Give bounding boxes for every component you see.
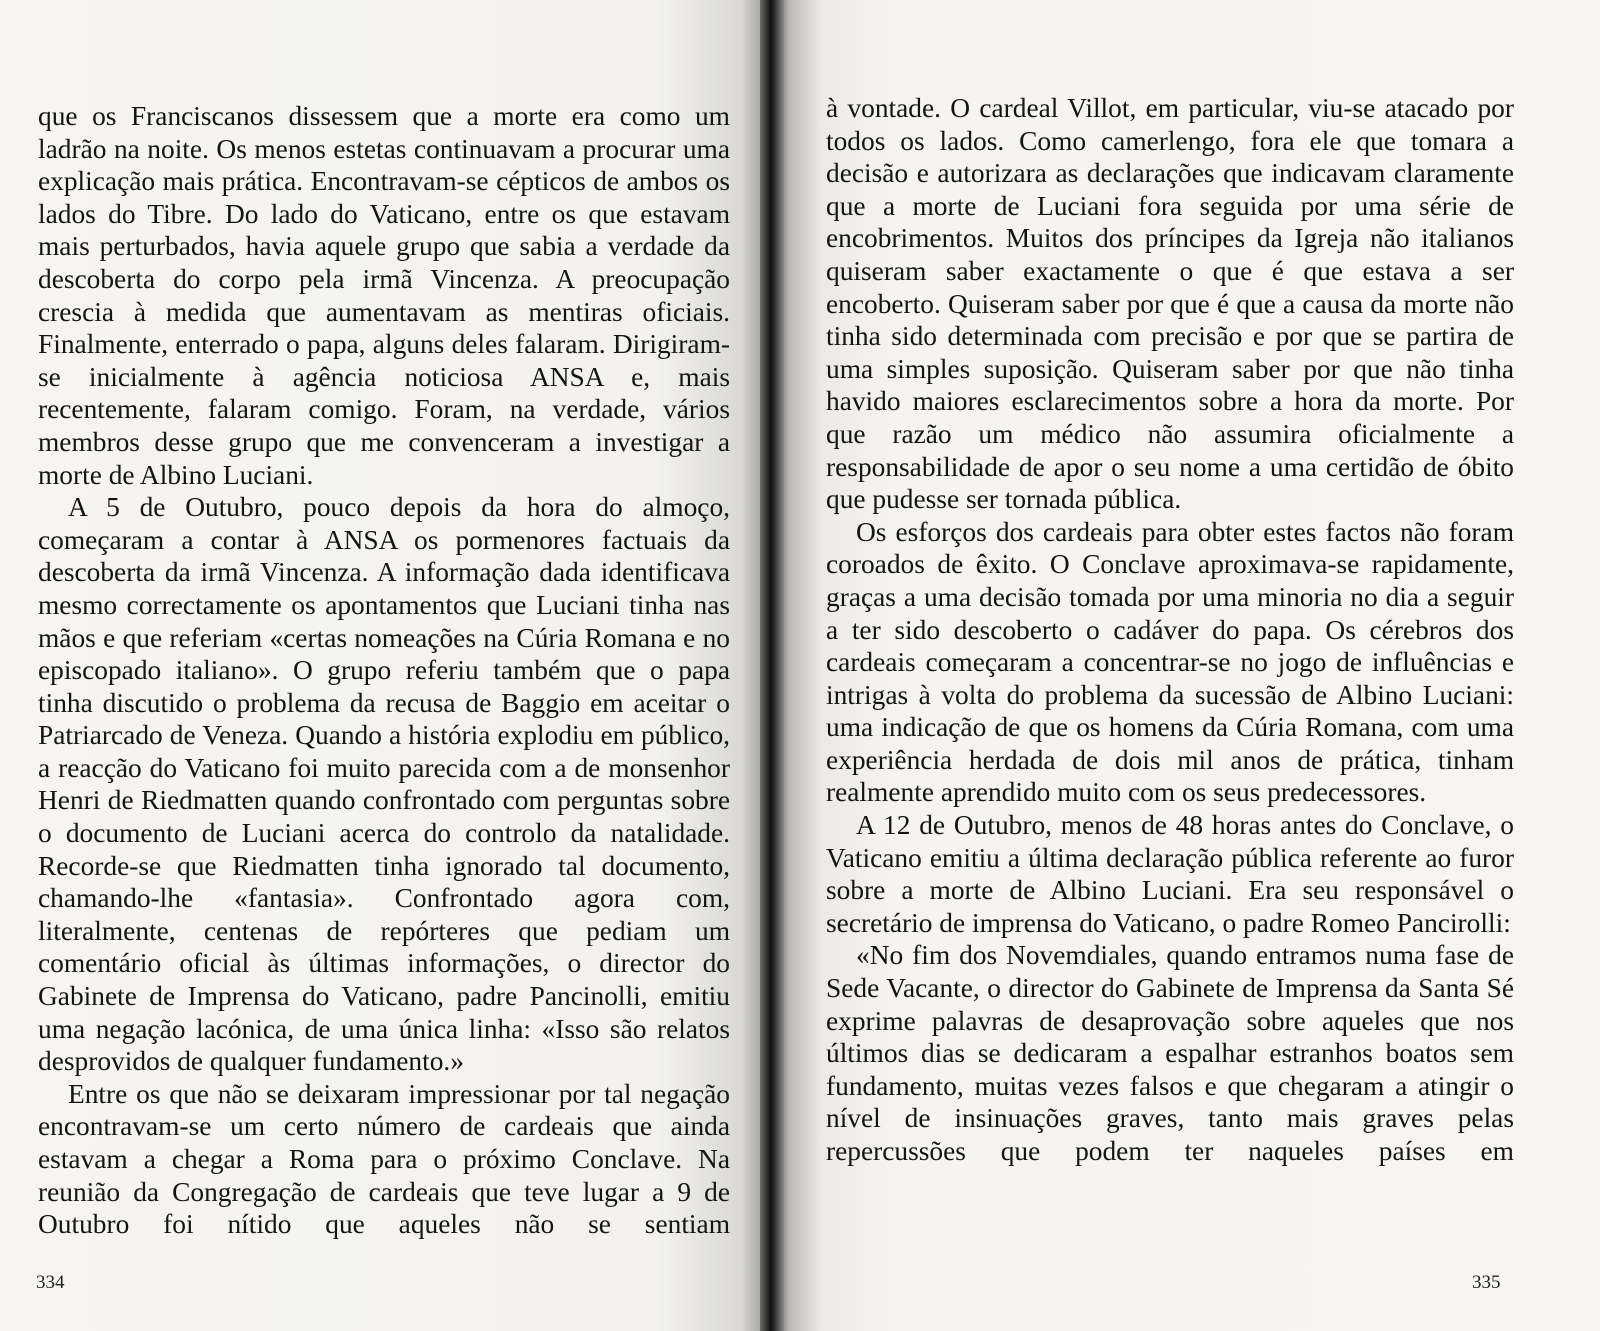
right-page-text: [826, 92, 1514, 1168]
paragraph: A 12 de Outubro, menos de 48 horas antes do Conclave, o Vaticano emitiu a última declaração pública referente ao furor sobre a morte de Albino Luciani. Era seu responsável o secretário de imprensa do Vaticano, o padre Romeo Pancirolli:: [826, 810, 1514, 938]
left-page: [0, 0, 772, 1331]
paragraph: «No fim dos Novemdiales, quando entramos numa fase de Sede Vacante, o director do Gabinete de Imprensa da Santa Sé exprime palavras de desaprovação sobre aqueles que nos últimos dias se dedicaram a espalhar estranhos boatos sem fundamento, muitas vezes falsos e que chegaram a atingir o nível de insinuações graves, tanto mais graves pelas repercussões que podem ter naqueles países em: [826, 940, 1514, 1166]
paragraph: Entre os que não se deixaram impressionar por tal negação encontravam-se um certo número de cardeais que ainda estavam a chegar a Roma para o próximo Conclave. Na reunião da Congregação de cardeais que teve lugar a 9 de Outubro foi nítido que aqueles não se sentiam: [38, 1078, 730, 1240]
page-number: 334: [36, 1272, 65, 1293]
paragraph: A 5 de Outubro, pouco depois da hora do almoço, começaram a contar à ANSA os pormenores factuais da descoberta da irmã Vincenza. A informação dada identificava mesmo correctamente os apontamentos que Luciani tinha nas mãos e que referiam «certas nomeações na Cúria Romana e no episcopado italiano». O grupo referiu também que o papa tinha discutido o problema da recusa de Baggio em aceitar o Patriarcado de Veneza. Quando a história explodiu em público, a reacção do Vaticano foi muito parecida com a de monsenhor Henri de Riedmatten quando confrontado com perguntas sobre o documento de Luciani acerca do controlo da natalidade. Recorde-se que Riedmatten tinha ignorado tal documento, chamando-lhe «fantasia». Confrontado agora com, literalmente, centenas de repórteres que pediam um comentário oficial às últimas informações, o director do Gabinete de Imprensa do Vaticano, padre Pancinolli, emitiu uma negação lacónica, de uma única linha: «Isso são relatos desprovidos de qualquer fundamento.»: [38, 492, 730, 1077]
book-spine: [760, 0, 784, 1331]
left-page-text: [38, 100, 730, 1241]
right-page: [772, 0, 1600, 1331]
paragraph: que os Franciscanos dissessem que a morte era como um ladrão na noite. Os menos estetas continuavam a procurar uma explicação mais prática. Encontravam-se cépticos de ambos os lados do Tibre. Do lado do Vaticano, entre os que estavam mais perturbados, havia aquele grupo que sabia a verdade da descoberta do corpo pela irmã Vincenza. A preocupação crescia à medida que aumentavam as mentiras oficiais. Finalmente, enterrado o papa, alguns deles falaram. Dirigiram-se inicialmente à agência noticiosa ANSA e, mais recentemente, falaram comigo. Foram, na verdade, vários membros desse grupo que me convenceram a investigar a morte de Albino Luciani.: [38, 101, 730, 490]
paragraph: à vontade. O cardeal Villot, em particular, viu-se atacado por todos os lados. Como camerlengo, fora ele que tomara a decisão e autorizara as declarações que indicavam claramente que a morte de Luciani fora seguida por uma série de encobrimentos. Muitos dos príncipes da Igreja não italianos quiseram saber exactamente o que é que estava a ser encoberto. Quiseram saber por que é que a causa da morte não tinha sido determinada com precisão e por que se partira de uma simples suposição. Quiseram saber por que não tinha havido maiores esclarecimentos sobre a hora da morte. Por que razão um médico não assumira oficialmente a responsabilidade de apor o seu nome a uma certidão de óbito que pudesse ser tornada pública.: [826, 93, 1514, 515]
page-number: 335: [1472, 1272, 1501, 1293]
paragraph: Os esforços dos cardeais para obter estes factos não foram coroados de êxito. O Conclave aproximava-se rapidamente, graças a uma decisão tomada por uma minoria no dia a seguir a ter sido descoberto o cadáver do papa. Os cérebros dos cardeais começaram a concentrar-se no jogo de influências e intrigas à volta do problema da sucessão de Albino Luciani: uma indicação de que os homens da Cúria Romana, com uma experiência herdada de dois mil anos de prática, tinham realmente aprendido muito com os seus predecessores.: [826, 516, 1514, 808]
